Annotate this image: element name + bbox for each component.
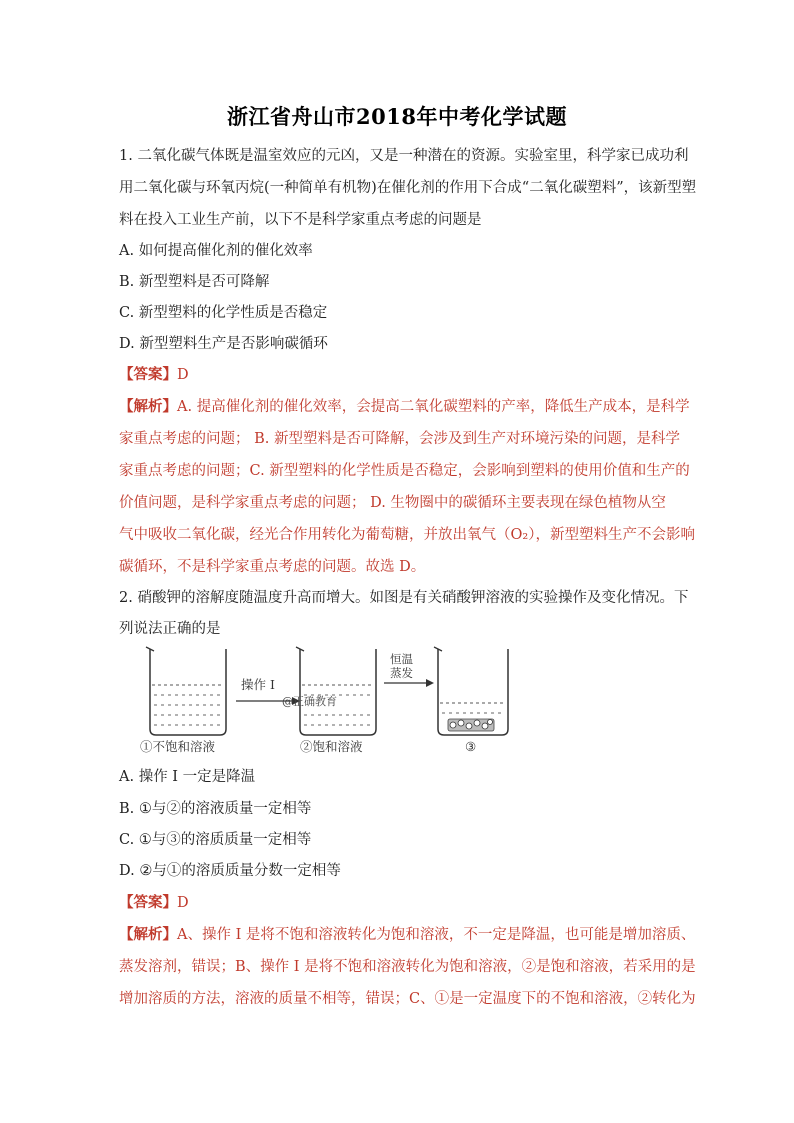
q2-analysis-line-1 bbox=[119, 925, 696, 945]
operation-2-label-line1: 恒温 bbox=[390, 652, 413, 666]
q1-stem-line-2: 用二氧化碳与环氧丙烷(一种简单有机物)在催化剂的作用下合成“二氧化碳塑料”，该新型塑 bbox=[119, 180, 697, 196]
answer-value: D bbox=[177, 367, 189, 383]
q2-stem-line-2: 列说法正确的是 bbox=[119, 621, 221, 637]
q1-analysis-line-3: 家重点考虑的问题；C. 新型塑料的化学性质是否稳定，会影响到塑料的使用价值和生产的 bbox=[119, 463, 690, 479]
q1-analysis-line-4: 价值问题，是科学家重点考虑的问题； D. 生物圈中的碳循环主要表现在绿色植物从空 bbox=[119, 495, 666, 511]
answer-value: D bbox=[177, 895, 189, 911]
beaker-diagram bbox=[140, 645, 520, 755]
q1-stem-line-3: 料在投入工业生产前，以下不是科学家重点考虑的问题是 bbox=[119, 212, 482, 228]
q1-stem-line-1: 1. 二氧化碳气体既是温室效应的元凶，又是一种潜在的资源。实验室里，科学家已成功利 bbox=[119, 148, 689, 164]
operation-2-label-line2: 蒸发 bbox=[390, 666, 413, 680]
q1-option-b: B. 新型塑料是否可降解 bbox=[119, 274, 270, 290]
q1-answer bbox=[119, 365, 679, 385]
q2-option-d: D. ②与①的溶质质量分数一定相等 bbox=[119, 863, 341, 879]
answer-tag: 【答案】 bbox=[119, 894, 177, 911]
q1-analysis-line-2: 家重点考虑的问题； B. 新型塑料是否可降解，会涉及到生产对环境污染的问题，是科学 bbox=[119, 431, 680, 447]
q2-answer bbox=[119, 893, 679, 913]
q1-option-c: C. 新型塑料的化学性质是否稳定 bbox=[119, 305, 328, 321]
analysis-text: A. 提高催化剂的催化效率，会提高二氧化碳塑料的产率，降低生产成本，是科学 bbox=[177, 399, 690, 415]
q1-option-d: D. 新型塑料生产是否影响碳循环 bbox=[119, 336, 328, 352]
q1-analysis-line-5: 气中吸收二氧化碳，经光合作用转化为葡萄糖，并放出氧气（O₂），新型塑料生产不会影响 bbox=[119, 527, 695, 543]
beaker-3 bbox=[434, 647, 508, 735]
analysis-tag: 【解析】 bbox=[119, 398, 177, 415]
q1-option-a: A. 如何提高催化剂的催化效率 bbox=[119, 243, 313, 259]
analysis-tag: 【解析】 bbox=[119, 926, 177, 943]
q2-analysis-line-3: 增加溶质的方法，溶液的质量不相等，错误；C、①是一定温度下的不饱和溶液，②转化为 bbox=[119, 991, 696, 1007]
analysis-text: A、操作 I 是将不饱和溶液转化为饱和溶液，不一定是降温，也可能是增加溶质、 bbox=[177, 927, 696, 943]
beaker-diagram-svg bbox=[140, 645, 520, 755]
operation-1-label: 操作 I bbox=[241, 677, 275, 692]
page-title: 浙江省舟山市2018年中考化学试题 bbox=[227, 104, 567, 129]
q2-option-c: C. ①与③的溶质质量一定相等 bbox=[119, 832, 312, 848]
q2-option-a: A. 操作 I 一定是降温 bbox=[119, 769, 256, 785]
q2-option-b: B. ①与②的溶液质量一定相等 bbox=[119, 801, 312, 817]
beaker-2 bbox=[282, 647, 376, 735]
beaker-1 bbox=[146, 647, 226, 735]
answer-tag: 【答案】 bbox=[119, 366, 177, 383]
beaker-1-label: ①不饱和溶液 bbox=[140, 739, 216, 754]
watermark-text: @正确教育 bbox=[282, 695, 337, 708]
q1-analysis-line-1 bbox=[119, 397, 690, 417]
q2-stem-line-1: 2. 硝酸钾的溶解度随温度升高而增大。如图是有关硝酸钾溶液的实验操作及变化情况。下 bbox=[119, 590, 689, 606]
beaker-2-label: ②饱和溶液 bbox=[300, 739, 363, 754]
q1-analysis-line-6: 碳循环，不是科学家重点考虑的问题。故选 D。 bbox=[119, 559, 426, 575]
crystal-precipitate bbox=[448, 719, 494, 731]
beaker-3-label: ③ bbox=[465, 739, 477, 754]
q2-analysis-line-2: 蒸发溶剂，错误；B、操作 I 是将不饱和溶液转化为饱和溶液，②是饱和溶液，若采用的是 bbox=[119, 959, 696, 975]
arrow-operation-2 bbox=[384, 652, 434, 687]
